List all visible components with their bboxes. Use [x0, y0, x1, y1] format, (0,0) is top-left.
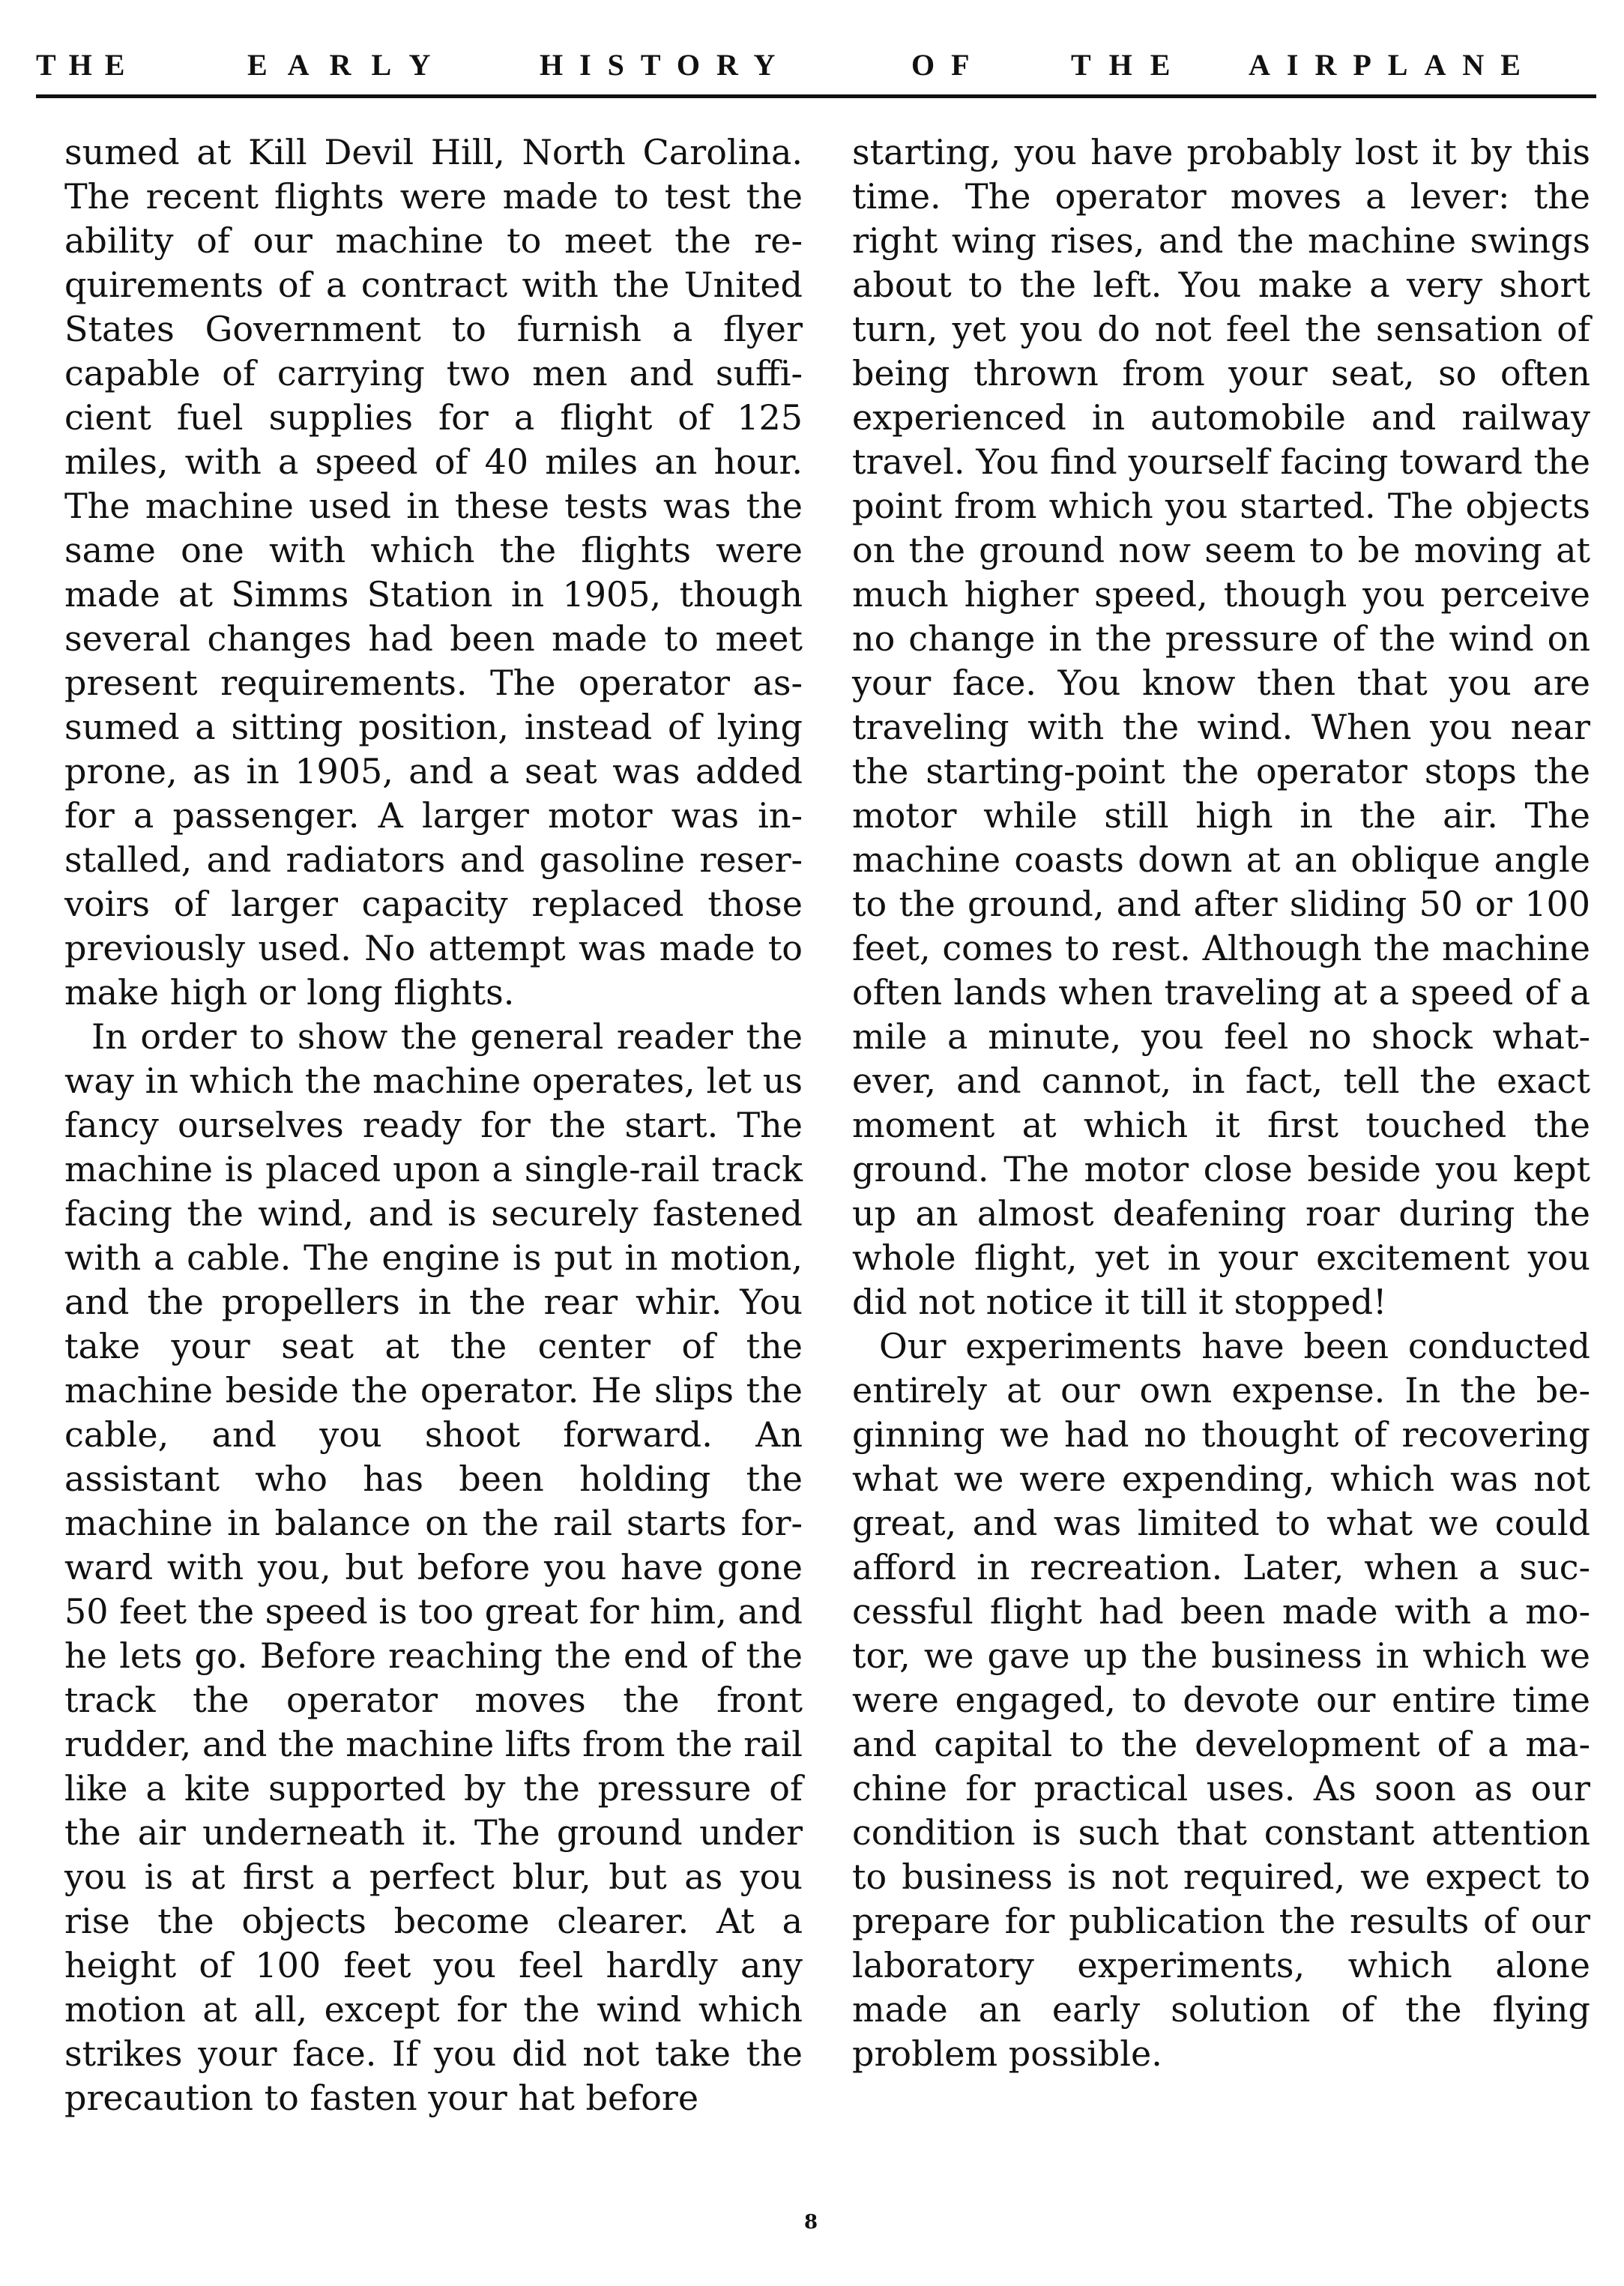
header-word: THE: [36, 48, 138, 82]
page-number: 8: [803, 2211, 818, 2234]
paragraph: sumed at Kill Devil Hill, North Carolina. The recent flights were made to test the ability of our machine to meet the requirements of a contract with the United States Government to furnish a flyer capable of carrying two men and sufficient fuel supplies for a flight of 125 miles, with a speed of 40 miles an hour. The machine used in these tests was the same one with which the flights were made at Simms Station in 1905, though several changes had been made to meet present requirements. The operator assumed a sitting position, instead of lying prone, as in 1905, and a seat was added for a passenger. A larger motor was installed, and radiators and gasoline reservoirs of larger capacity replaced those previously used. No attempt was made to make high or long flights.: [64, 132, 803, 1013]
header-word: EARLY: [247, 48, 451, 82]
paragraph: In order to show the general reader the way in which the machine operates, let us fancy ourselves ready for the start. The machine is placed upon a single-rail track facing the wind, and is securely fastened with a cable. The engine is put in motion, and the propellers in the rear whir. You take your seat at the center of the machine beside the operator. He slips the cable, and you shoot forward. An assistant who has been holding the machine in balance on the rail starts forward with you, but before you have gone 50 feet the speed is too great for him, and he lets go. Before reaching the end of the track the operator moves the front rudder, and the machine lifts from the rail like a kite supported by the pressure of the air underneath it. The ground under you is at first a perfect blur, but as you rise the objects become clearer. At a height of 100 feet you feel hardly any motion at all, except for the wind which strikes your face. If you did not take the precaution to fasten your hat before: [64, 1016, 803, 2118]
header-word: AIRPLANE: [1249, 48, 1537, 82]
paragraph: Our experiments have been conducted entirely at our own expense. In the beginning we had no thought of recovering what we were expending, which was not great, and was limited to what we could afford in recreation. Later, when a successful flight had been made with a motor, we gave up the business in which we were engaged, to devote our entire time and capital to the development of a machine for practical uses. As soon as our condition is such that constant attention to business is not required, we expect to prepare for publication the results of our laboratory experiments, which alone made an early solution of the flying problem possible.: [852, 1326, 1590, 2074]
right-column: [852, 130, 1590, 2076]
header-word: HISTORY: [540, 48, 792, 82]
paragraph: starting, you have probably lost it by this time. The operator moves a lever: the right wing rises, and the machine swings about to the left. You make a very short turn, yet you do not feel the sensation of being thrown from your seat, so often experienced in automobile and railway travel. You find yourself facing toward the point from which you started. The objects on the ground now seem to be moving at much higher speed, though you perceive no change in the pressure of the wind on your face. You know then that you are traveling with the wind. When you near the starting-point the operator stops the motor while still high in the air. The machine coasts down at an oblique angle to the ground, and after sliding 50 or 100 feet, comes to rest. Although the machine often lands when traveling at a speed of a mile a minute, you feel no shock whatever, and cannot, in fact, tell the exact moment at which it first touched the ground. The motor close beside you kept up an almost deafening roar during the whole flight, yet in your excitement you did not notice it till it stopped!: [852, 132, 1590, 1322]
header-word: OF: [911, 48, 986, 82]
left-column: [64, 130, 803, 2120]
header-word: THE: [1071, 48, 1189, 82]
header-rule: [36, 94, 1596, 98]
running-header: [36, 46, 1596, 84]
